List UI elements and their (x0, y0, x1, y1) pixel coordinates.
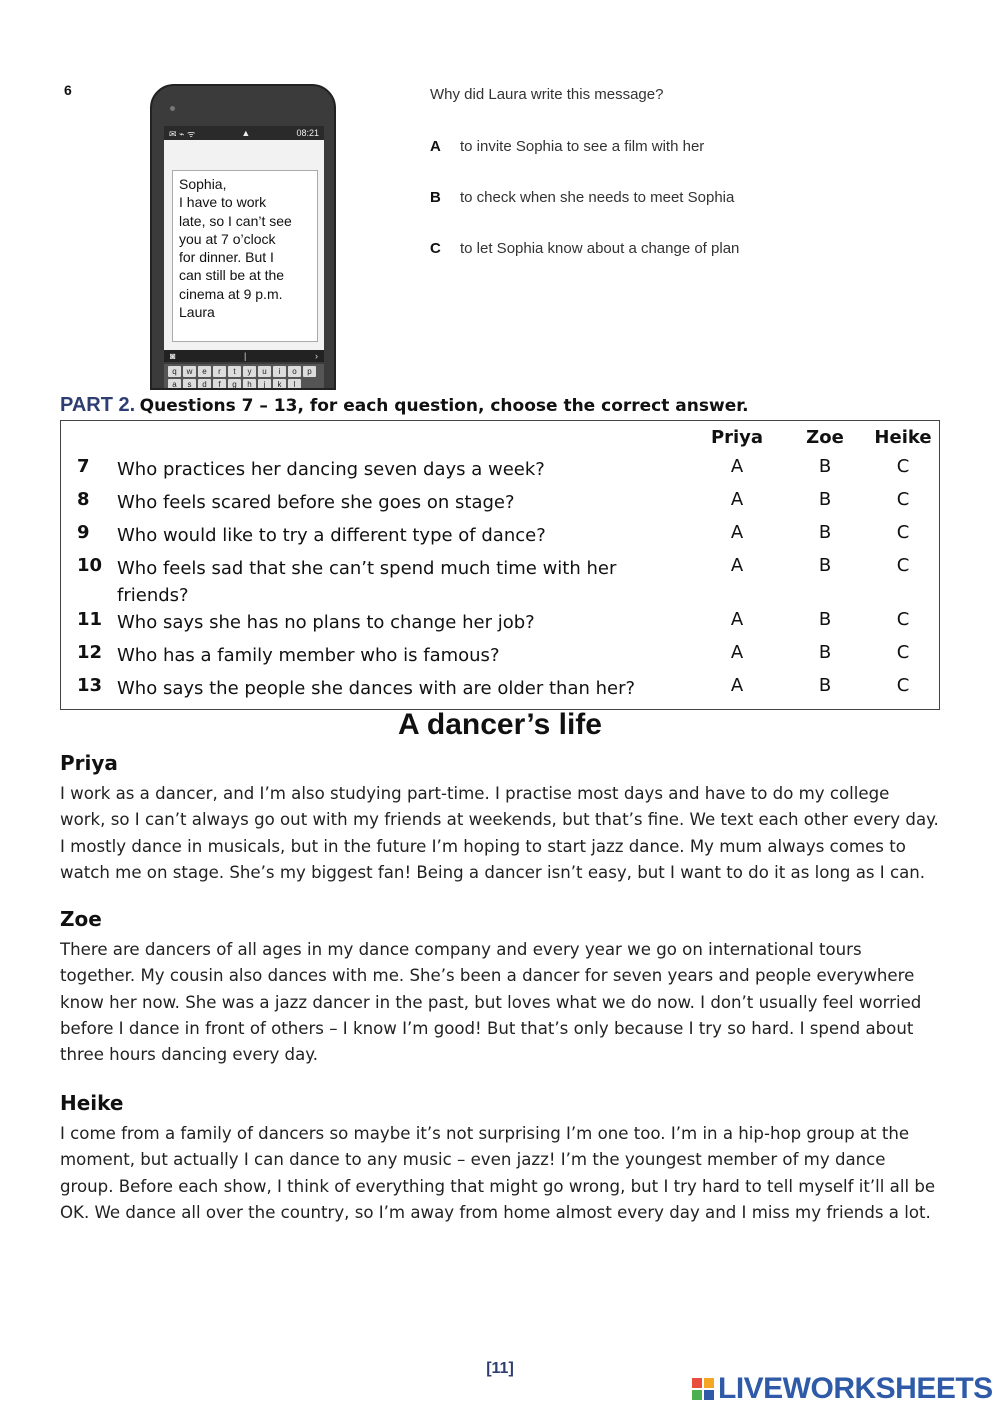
keyboard-key: r (213, 366, 226, 377)
person-text: I come from a family of dancers so maybe it’s not surprising I’m one too. I’m in a hip-hop group at the moment, but actually I can dance to any music – even jazz! I’m the youngest member of my dance group. Before each show, I think of everything that might go wrong, but I try hard to tell myself it’ll all be OK. We dance all over the country, so I’m away from home almost every day and I miss my friends a lot. (60, 1124, 936, 1222)
question-text: Who feels sad that she can’t spend much time with her friends? (117, 558, 617, 606)
option-letter: A (430, 138, 441, 155)
keyboard-key: d (198, 379, 211, 390)
question-text: Who feels scared before she goes on stage? (117, 492, 515, 513)
questions-table (60, 420, 940, 710)
answer-option-a[interactable]: A (730, 522, 744, 543)
message-line: I have to work (179, 194, 267, 211)
question-text: Who practices her dancing seven days a week? (117, 459, 545, 480)
answer-option-a[interactable]: A (730, 642, 744, 663)
keyboard-row (168, 366, 320, 377)
question-number: 11 (77, 609, 103, 630)
person-section-zoe (60, 907, 940, 1068)
person-name: Zoe (60, 907, 102, 931)
logo-square (692, 1378, 702, 1388)
question-text: Who has a family member who is famous? (117, 645, 500, 666)
logo-text: LIVEWORKSHEETS (718, 1372, 993, 1405)
option-b[interactable] (430, 189, 734, 206)
answer-option-c[interactable]: C (896, 675, 910, 696)
phone-statusbar (164, 126, 324, 140)
question-number: 10 (77, 555, 103, 576)
question-text: Who says she has no plans to change her job? (117, 612, 535, 633)
keyboard-key: s (183, 379, 196, 390)
option-letter: C (430, 240, 441, 257)
question-6-block (430, 86, 830, 257)
option-c[interactable] (430, 240, 739, 257)
answer-option-b[interactable]: B (818, 642, 832, 663)
answer-option-a[interactable]: A (730, 675, 744, 696)
answer-option-a[interactable]: A (730, 456, 744, 477)
answer-option-b[interactable]: B (818, 489, 832, 510)
question-text: Who says the people she dances with are older than her? (117, 678, 636, 699)
part-2-heading (60, 394, 749, 417)
person-section-heike (60, 1091, 940, 1226)
keyboard-key: f (213, 379, 226, 390)
phone-image (150, 84, 336, 390)
person-section-priya (60, 751, 940, 886)
logo-square (692, 1390, 702, 1400)
question-number: 12 (77, 642, 103, 663)
answer-option-b[interactable]: B (818, 675, 832, 696)
logo-square (704, 1378, 714, 1388)
answer-option-c[interactable]: C (896, 555, 910, 576)
keyboard-key: t (228, 366, 241, 377)
answer-option-b[interactable]: B (818, 609, 832, 630)
option-text: to invite Sophia to see a film with her (460, 138, 705, 155)
message-line: can still be at the (179, 267, 285, 284)
divider: | (244, 351, 247, 361)
answer-option-a[interactable]: A (730, 489, 744, 510)
camera-dot (170, 106, 175, 111)
keyboard-key: y (243, 366, 256, 377)
keyboard-key: o (288, 366, 301, 377)
message-line: Laura (179, 304, 215, 321)
phone-screen (164, 126, 324, 350)
answer-option-a[interactable]: A (730, 555, 744, 576)
column-header-priya: Priya (710, 427, 764, 448)
message-line: Sophia, (179, 176, 227, 192)
answer-option-c[interactable]: C (896, 456, 910, 477)
phone-keyboard (164, 364, 324, 390)
text-message (172, 170, 318, 342)
question-number: 7 (77, 456, 90, 477)
answer-option-b[interactable]: B (818, 522, 832, 543)
keyboard-key: u (258, 366, 271, 377)
person-name: Priya (60, 751, 118, 775)
column-header-zoe: Zoe (806, 427, 844, 448)
question-number: 9 (77, 522, 90, 543)
answer-option-a[interactable]: A (730, 609, 744, 630)
answer-option-b[interactable]: B (818, 456, 832, 477)
camera-icon: ◙ (170, 351, 176, 361)
article-title: A dancer’s life (398, 708, 602, 741)
keyboard-key: h (243, 379, 256, 390)
option-letter: B (430, 189, 441, 206)
phone-time: 08:21 (296, 128, 319, 138)
battery-icon: ▲ (241, 128, 251, 138)
keyboard-key: p (303, 366, 316, 377)
question-number: 6 (64, 82, 72, 98)
message-line: you at 7 o’clock (179, 230, 276, 247)
part-instruction: Questions 7 – 13, for each question, choose the correct answer. (139, 396, 749, 416)
person-name: Heike (60, 1091, 124, 1115)
chevron-right-icon: › (315, 351, 318, 361)
keyboard-key: q (168, 366, 181, 377)
answer-option-b[interactable]: B (818, 555, 832, 576)
liveworksheets-logo[interactable] (692, 1372, 993, 1406)
option-text: to let Sophia know about a change of plan (460, 240, 740, 257)
keyboard-key: l (288, 379, 301, 390)
signal-icon: ✉ ⌁ ᯤ (169, 128, 196, 139)
person-text: There are dancers of all ages in my dance company and every year we go on international tours together. My cousin also dances with me. She’s been a dancer for seven years and people everywhere know her now. She was a jazz dancer in the past, but loves what we do now. I don’t usually feel worried before I dance in front of others – I know I’m good! But that’s only because I try so hard. I spend about three hours dancing every day. (60, 940, 922, 1065)
answer-option-c[interactable]: C (896, 489, 910, 510)
question-number: 8 (77, 489, 90, 510)
question-text: Who would like to try a different type of dance? (117, 525, 546, 546)
message-line: for dinner. But I (179, 249, 274, 266)
logo-square (704, 1390, 714, 1400)
message-line: late, so I can’t see (179, 212, 292, 229)
keyboard-key: g (228, 379, 241, 390)
option-a[interactable] (430, 138, 704, 155)
logo-icon (692, 1378, 714, 1400)
answer-option-c[interactable]: C (896, 642, 910, 663)
question-number: 13 (77, 675, 103, 696)
part-label: PART 2. (60, 394, 136, 416)
keyboard-key: a (168, 379, 181, 390)
keyboard-key: k (273, 379, 286, 390)
keyboard-key: j (258, 379, 271, 390)
page-number: [11] (486, 1360, 514, 1377)
keyboard-row (168, 379, 320, 390)
keyboard-key: w (183, 366, 196, 377)
column-header-heike: Heike (874, 427, 932, 448)
person-text: I work as a dancer, and I’m also studying part-time. I practise most days and have to do my college work, so I can’t always go out with my friends at weekends, but that’s fine. We text each other every day. I mostly dance in musicals, but in the future I’m hoping to start jazz dance. My mum always comes to watch me on stage. She’s my biggest fan! Being a dancer isn’t easy, but I want to do it as long as I can. (60, 784, 939, 882)
option-text: to check when she needs to meet Sophia (460, 189, 735, 206)
question-6-text: Why did Laura write this message? (430, 86, 664, 103)
keyboard-key: i (273, 366, 286, 377)
answer-option-c[interactable]: C (896, 522, 910, 543)
answer-option-c[interactable]: C (896, 609, 910, 630)
phone-toolbar (164, 350, 324, 362)
message-line: cinema at 9 p.m. (179, 285, 283, 302)
keyboard-key: e (198, 366, 211, 377)
